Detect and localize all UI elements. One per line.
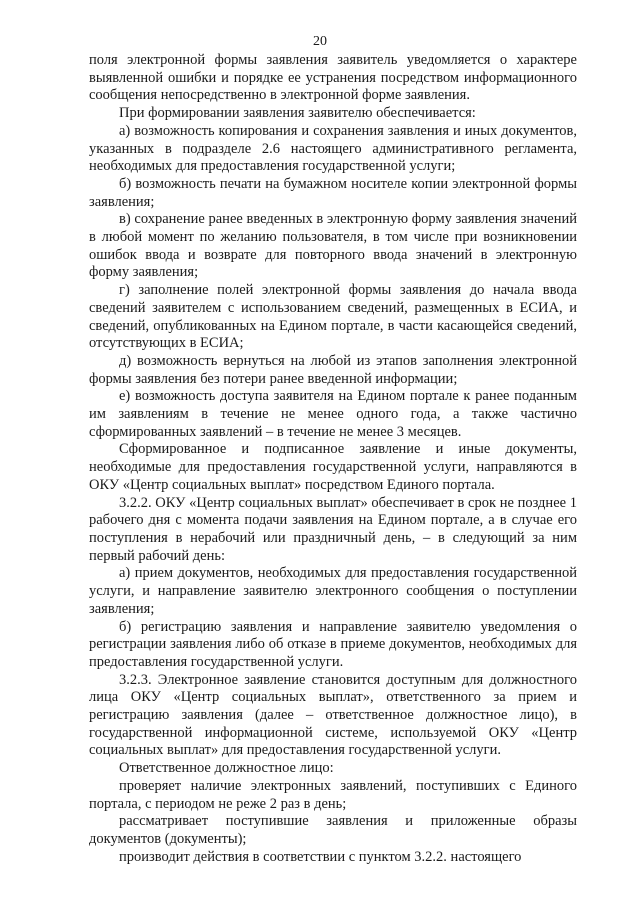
page-number: 20 [313, 34, 327, 49]
paragraph: а) возможность копирования и сохранения заявления и иных документов, указанных в подразделе 2.6 настоящего административного регламента, необходимых для предоставления государственной услуги; [89, 122, 577, 175]
paragraph: рассматривает поступившие заявления и приложенные образы документов (документы); [89, 813, 577, 847]
paragraph: Сформированное и подписанное заявление и иные документы, необходимые для предоставления государственной услуги, направляются в ОКУ «Центр социальных выплат» посредством Единого портала. [89, 441, 577, 493]
paragraph: 3.2.2. ОКУ «Центр социальных выплат» обеспечивает в срок не позднее 1 рабочего дня с момента подачи заявления на Едином портале, а в случае его поступления в нерабочий или праздничный день, – в следующий за ним первый рабочий день: [89, 494, 577, 564]
paragraph: производит действия в соответствии с пунктом 3.2.2. настоящего [119, 848, 522, 865]
paragraph: в) сохранение ранее введенных в электронную форму заявления значений в любой момент по желанию пользователя, в том числе при возникновении ошибок ввода и возврате для повторного ввода значений в электронную форму заявления; [89, 211, 577, 281]
paragraph: е) возможность доступа заявителя на Едином портале к ранее поданным им заявлениям в течение не менее одного года, а также частично сформированных заявлений – в течение не менее 3 месяцев. [89, 388, 577, 440]
paragraph: б) возможность печати на бумажном носителе копии электронной формы заявления; [89, 175, 577, 210]
paragraph: поля электронной формы заявления заявитель уведомляется о характере выявленной ошибки и порядке ее устранения посредством информационного сообщения непосредственно в электронной форме заявления. [89, 52, 577, 104]
paragraph: б) регистрацию заявления и направление заявителю уведомления о регистрации заявления либо об отказе в приеме документов, необходимых для предоставления государственной услуги. [89, 618, 577, 670]
paragraph: проверяет наличие электронных заявлений, поступивших с Единого портала, с периодом не реже 2 раз в день; [89, 777, 577, 812]
document-body [89, 52, 577, 866]
paragraph: г) заполнение полей электронной формы заявления до начала ввода сведений заявителем с использованием сведений, размещенных в ЕСИА, и сведений, опубликованных на Едином портале, в части касающейся сведений, отсутствующих в ЕСИА; [89, 282, 577, 352]
paragraph: 3.2.3. Электронное заявление становится доступным для должностного лица ОКУ «Центр социальных выплат», ответственного за прием и регистрацию заявления (далее – ответственное должностное лицо), в государственной информационной системе, используемой ОКУ «Центр социальных выплат» для предоставления государственной услуги. [89, 671, 577, 759]
paragraph: а) прием документов, необходимых для предоставления государственной услуги, и направление заявителю электронного сообщения о поступлении заявления; [89, 565, 577, 617]
paragraph: Ответственное должностное лицо: [119, 760, 334, 777]
paragraph: При формировании заявления заявителю обеспечивается: [119, 105, 476, 122]
paragraph: д) возможность вернуться на любой из этапов заполнения электронной формы заявления без потери ранее введенной информации; [89, 352, 577, 387]
